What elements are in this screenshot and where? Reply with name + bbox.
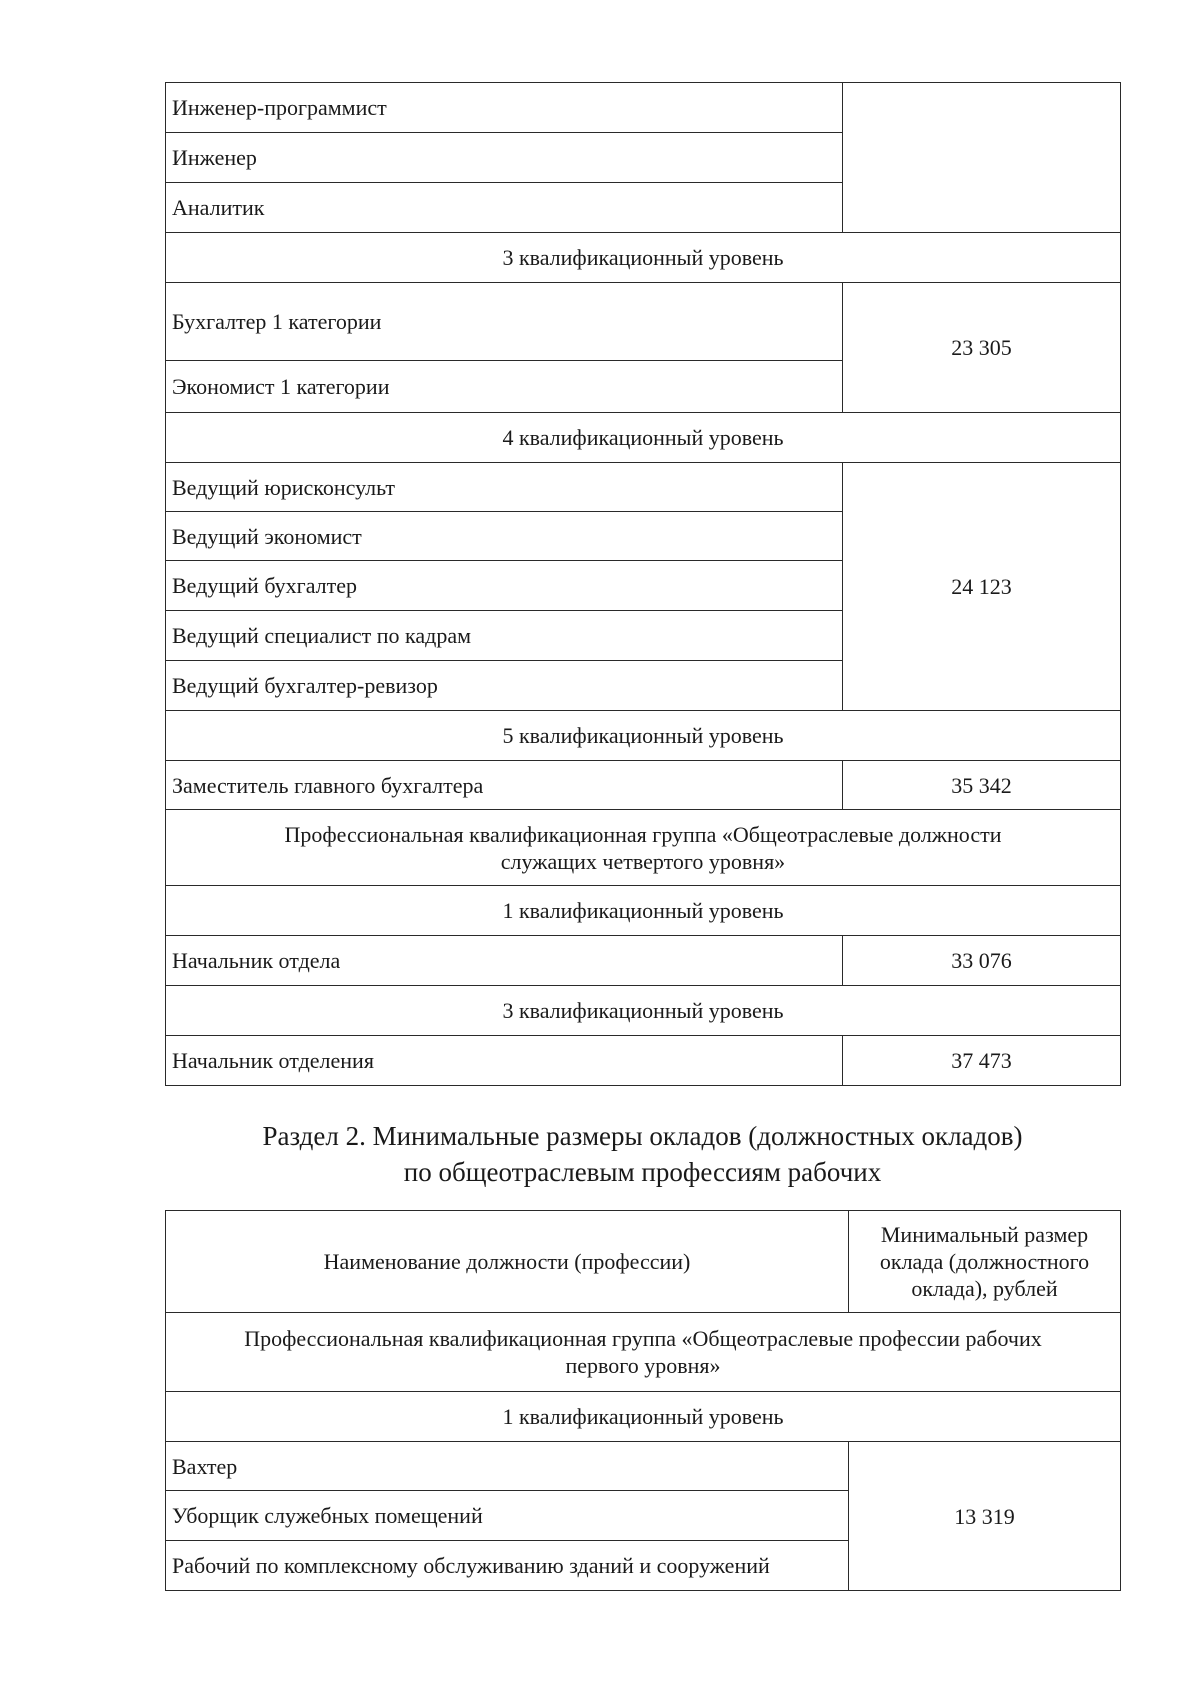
group-title-line: первого уровня»	[565, 1353, 721, 1378]
table-row	[166, 463, 1121, 512]
section-title	[165, 1118, 1120, 1190]
level-heading-row	[166, 711, 1121, 761]
qualification-group-heading	[166, 1313, 1121, 1392]
salary-value: 23 305	[843, 283, 1121, 413]
salary-value: 33 076	[843, 936, 1121, 986]
header-line: оклада), рублей	[911, 1276, 1058, 1301]
table-row	[166, 1442, 1121, 1491]
section-title-line: по общеотраслевым профессиям рабочих	[403, 1157, 882, 1187]
table-row	[166, 83, 1121, 133]
position-name: Экономист 1 категории	[166, 361, 843, 413]
level-heading-row	[166, 886, 1121, 936]
section-title-line: Раздел 2. Минимальные размеры окладов (должностных окладов)	[262, 1121, 1023, 1151]
position-name: Заместитель главного бухгалтера	[166, 761, 843, 810]
position-name: Бухгалтер 1 категории	[166, 283, 843, 361]
qualification-level-heading: 4 квалификационный уровень	[166, 413, 1121, 463]
column-header-salary	[849, 1211, 1121, 1313]
position-name: Инженер	[166, 133, 843, 183]
group-title-line: Профессиональная квалификационная группа «Общеотраслевые должности	[284, 821, 1002, 847]
table-row	[166, 936, 1121, 986]
salary-value: 24 123	[843, 463, 1121, 711]
position-name: Начальник отдела	[166, 936, 843, 986]
qualification-level-heading: 1 квалификационный уровень	[166, 1392, 1121, 1442]
salary-value: 35 342	[843, 761, 1121, 810]
level-heading-row	[166, 1392, 1121, 1442]
qualification-level-heading: 1 квалификационный уровень	[166, 886, 1121, 936]
position-name: Ведущий юрисконсульт	[166, 463, 843, 512]
qualification-level-heading: 5 квалификационный уровень	[166, 711, 1121, 761]
group-heading-row	[166, 1313, 1121, 1392]
table-row	[166, 761, 1121, 810]
table-row	[166, 283, 1121, 361]
position-name: Ведущий экономист	[166, 512, 843, 561]
qualification-level-heading: 3 квалификационный уровень	[166, 986, 1121, 1036]
salary-value-empty	[843, 83, 1121, 233]
table-header-row	[166, 1211, 1121, 1313]
level-heading-row	[166, 413, 1121, 463]
position-name: Начальник отделения	[166, 1036, 843, 1086]
position-name: Вахтер	[166, 1442, 849, 1491]
level-heading-row	[166, 233, 1121, 283]
position-name: Ведущий бухгалтер	[166, 561, 843, 611]
position-name: Рабочий по комплексному обслуживанию зданий и сооружений	[166, 1541, 849, 1591]
position-name: Аналитик	[166, 183, 843, 233]
group-title-line: Профессиональная квалификационная группа «Общеотраслевые профессии рабочих	[244, 1326, 1042, 1351]
column-header-name: Наименование должности (профессии)	[166, 1211, 849, 1313]
group-title-line: служащих четвертого уровня»	[500, 848, 786, 874]
qualification-level-heading: 3 квалификационный уровень	[166, 233, 1121, 283]
position-name: Инженер-программист	[166, 83, 843, 133]
table-row	[166, 1036, 1121, 1086]
level-heading-row	[166, 986, 1121, 1036]
position-name: Ведущий бухгалтер-ревизор	[166, 661, 843, 711]
header-line: Минимальный размер	[880, 1222, 1089, 1247]
header-line: оклада (должностного	[879, 1249, 1090, 1274]
salary-table-workers	[165, 1210, 1121, 1591]
position-name: Ведущий специалист по кадрам	[166, 611, 843, 661]
group-heading-row	[166, 810, 1121, 886]
salary-table-servants	[165, 82, 1121, 1086]
position-name: Уборщик служебных помещений	[166, 1491, 849, 1541]
salary-value: 37 473	[843, 1036, 1121, 1086]
qualification-group-heading	[166, 810, 1121, 886]
salary-value: 13 319	[849, 1442, 1121, 1591]
